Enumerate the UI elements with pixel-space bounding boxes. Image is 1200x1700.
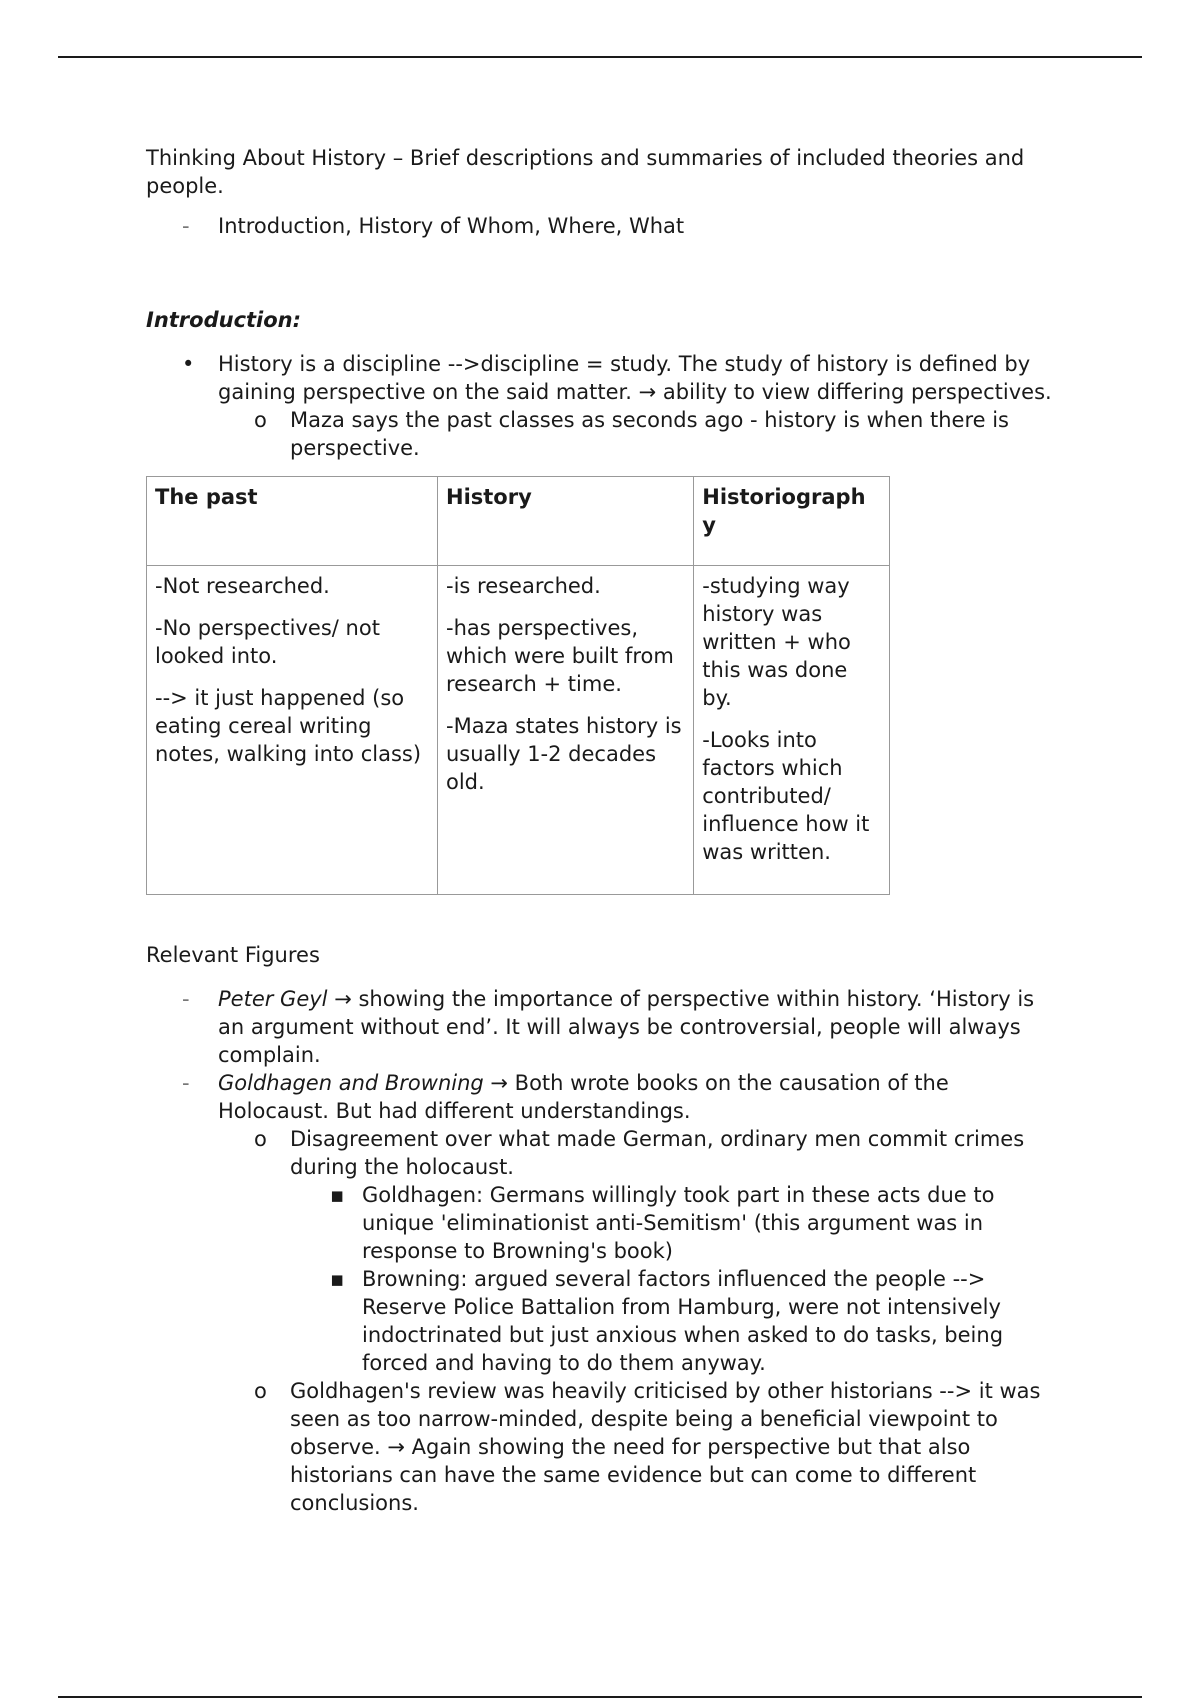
list-item: ▪ Browning: argued several factors influenced the people --> Reserve Police Battalion from Hamburg, were not intensively indoctrinated but just anxious when asked to do tasks, being forced and having to do them anyway. [330,1267,1004,1375]
circle-bullet-icon: o [254,1127,267,1151]
top-rule [58,56,1142,58]
topic-list [146,212,1066,240]
table-row [147,566,890,895]
list-item: - Goldhagen and Browning → Both wrote books on the causation of the Holocaust. But had different understandings. o Disagreement over what made German, ordinary men commit crimes during the holocaust. ▪ Goldhagen: Germans willingly took part in these acts due to unique 'eliminationist anti-Semitism' (this argument was in response to Browning's book) ▪ Browning: argued several factors influenced the people --> Reserve Police Battalion from Hamburg, were not intensively indoctrinated but just anxious when asked to do tasks, being forced and having to do them anyway. o Goldhagen's review was heavily criticised by other historians --> it was seen as too narrow-minded, despite being a beneficial viewpoint to observe. → Again showing the need for perspective but that also historians can have the same evidence but can come to different conclusions. [146,1069,1066,1517]
section-title-relevant-figures: Relevant Figures [146,943,320,967]
bottom-rule [58,1696,1142,1698]
figures-list [146,985,1066,1517]
square-bullet-icon: ▪ [330,1267,345,1291]
dash-bullet-icon: - [182,214,190,238]
intro-list [146,350,1066,462]
document-body [146,144,1066,1517]
circle-bullet-icon: o [254,408,267,432]
table-header-cell: Historiograph y [694,477,890,566]
list-item: o Maza says the past classes as seconds ago - history is when there is perspective. [254,408,1009,460]
table-cell: -studying way history was written + who this was done by. -Looks into factors which contributed/ influence how it was written. [694,566,890,895]
list-item: - Introduction, History of Whom, Where, What [182,214,685,238]
list-item: ▪ Goldhagen: Germans willingly took part in these acts due to unique 'eliminationist anti-Semitism' (this argument was in response to Browning's book) [330,1183,995,1263]
document-heading: Thinking About History – Brief descriptions and summaries of included theories and people. [146,146,1025,198]
list-item: o Goldhagen's review was heavily criticised by other historians --> it was seen as too narrow-minded, despite being a beneficial viewpoint to observe. → Again showing the need for perspective but that also historians can have the same evidence but can come to different conclusions. [254,1379,1041,1515]
figures-subsub-list [290,1181,1066,1377]
table-cell: -is researched. -has perspectives, which were built from research + time. -Maza states history is usually 1-2 decades old. [438,566,694,895]
table-cell: -Not researched. -No perspectives/ not looked into. --> it just happened (so eating cereal writing notes, walking into class) [147,566,438,895]
dash-bullet-icon: - [182,1071,190,1095]
list-item: o Disagreement over what made German, ordinary men commit crimes during the holocaust. ▪ Goldhagen: Germans willingly took part in these acts due to unique 'eliminationist anti-Semitism' (this argument was in response to Browning's book) ▪ Browning: argued several factors influenced the people --> Reserve Police Battalion from Hamburg, were not intensively indoctrinated but just anxious when asked to do tasks, being forced and having to do them anyway. [146,1125,1066,1377]
intro-sub-list [218,406,1066,462]
table-header-cell: The past [147,477,438,566]
dash-bullet-icon: - [182,987,190,1011]
figure-name: Peter Geyl [218,987,328,1011]
figure-name: Goldhagen and Browning [218,1071,484,1095]
list-item: - Peter Geyl → showing the importance of perspective within history. ‘History is an argument without end’. It will always be controversial, people will always complain. [182,987,1035,1067]
circle-bullet-icon: o [254,1379,267,1403]
table-header-cell: History [438,477,694,566]
section-title-introduction: Introduction: [146,308,302,332]
figures-sub-list [218,1125,1066,1517]
square-bullet-icon: ▪ [330,1183,345,1207]
comparison-table [146,476,890,895]
bullet-dot-icon: • [182,352,195,376]
list-item: • History is a discipline -->discipline = study. The study of history is defined by gaining perspective on the said matter. → ability to view differing perspectives. o Maza says the past classes as seconds ago - history is when there is perspective. [146,350,1066,462]
table-header-row [147,477,890,566]
